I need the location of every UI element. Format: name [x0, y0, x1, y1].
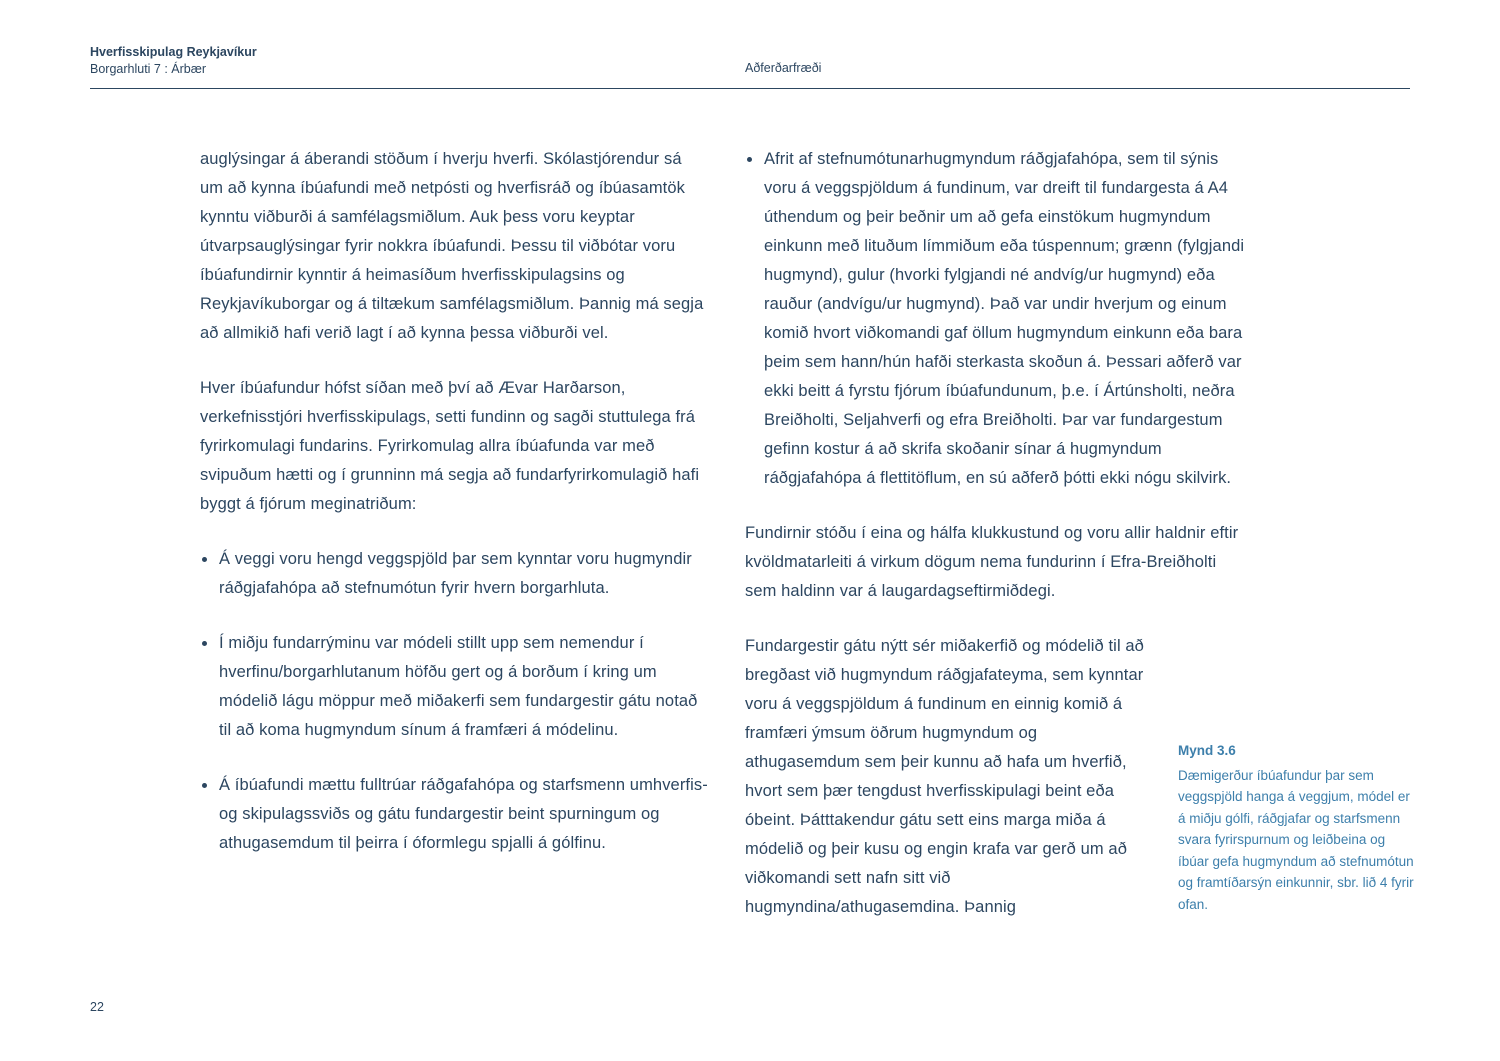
list-item	[200, 771, 708, 858]
chapter-label: Aðferðarfræði	[745, 61, 822, 75]
list-item	[745, 145, 1250, 493]
list-item-text: Afrit af stefnumótunarhugmyndum ráðgjafahópa, sem til sýnis voru á veggspjöldum á fundinum, var dreift til fundargesta á A4 úthendum og þeir beðnir um að gefa einstökum hugmyndum einkunn með lituðum límmiðum eða túspennum; grænn (fylgjandi hugmynd), gulur (hvorki fylgjandi né andvíg/ur hugmynd) eða rauður (andvígu/ur hugmynd). Það var undir hverjum og einum komið hvort viðkomandi gaf öllum hugmyndum einkunn eða bara þeim sem hann/hún hafði sterkasta skoðun á. Þessari aðferð var ekki beitt á fyrstu fjórum íbúafundunum, þ.e. í Ártúnsholti, neðra Breiðholti, Seljahverfi og efra Breiðholti. Þar var fundargestum gefinn kostur á að skrifa skoðanir sínar á hugmyndum ráðgjafahópa á flettitöflum, en sú aðferð þótti ekki nógu skilvirk.	[764, 150, 1245, 487]
header-rule	[90, 88, 1410, 89]
list-item	[200, 629, 708, 745]
left-column	[200, 145, 708, 884]
figure-caption-text: Dæmigerður íbúafundur þar sem veggspjöld hanga á veggjum, módel er á miðju gólfi, ráðgjafar og starfsmenn svara fyrirspurnum og leiðbeina og íbúar gefa hugmyndum að stefnumótun og framtíðarsýn einkunnir, sbr. lið 4 fyrir ofan.	[1178, 767, 1414, 912]
bullet-icon	[202, 557, 207, 562]
paragraph: Hver íbúafundur hófst síðan með því að Ævar Harðarson, verkefnisstjóri hverfisskipulags, setti fundinn og sagði stuttulega frá fyrirkomulagi fundarins. Fyrirkomulag allra íbúafunda var með svipuðum hætti og í grunninn má segja að fundarfyrirkomulagið hafi byggt á fjórum meginatriðum:	[200, 379, 700, 513]
right-column	[745, 145, 1250, 948]
figure-caption-label: Mynd 3.6	[1178, 743, 1236, 758]
header	[90, 44, 257, 78]
paragraph: auglýsingar á áberandi stöðum í hverju hverfi. Skólastjórendur sá um að kynna íbúafundi með netpósti og hverfisráð og íbúasamtök kynntu viðburði á samfélagsmiðlum. Auk þess voru keyptar útvarpsauglýsingar fyrir nokkra íbúafundi. Þessu til viðbótar voru íbúafundirnir kynntir á heimasíðum hverfisskipulagsins og Reykjavíkuborgar og á tiltækum samfélagsmiðlum. Þannig má segja að allmikið hafi verið lagt í að kynna þessa viðburði vel.	[200, 150, 704, 342]
bullet-icon	[202, 783, 207, 788]
document-subtitle: Borgarhluti 7 : Árbær	[90, 62, 207, 76]
bullet-icon	[202, 641, 207, 646]
list-item-text: Í miðju fundarrýminu var módeli stillt upp sem nemendur í hverfinu/borgarhlutanum höfðu gert og á borðum í kring um módelið lágu möppur með miðakerfi sem fundargestir gátu notað til að koma hugmyndum sínum á framfæri á módelinu.	[219, 634, 698, 739]
list-item-text: Á íbúafundi mættu fulltrúar ráðgafahópa og starfsmenn umhverfis- og skipulagssviðs og gátu fundargestir beint spurningum og athugasemdum til þeirra í óformlegu spjalli á gólfinu.	[219, 776, 708, 852]
document-title: Hverfisskipulag Reykjavíkur	[90, 45, 257, 59]
list-item-text: Á veggi voru hengd veggspjöld þar sem kynntar voru hugmyndir ráðgjafahópa að stefnumótun fyrir hvern borgarhluta.	[219, 550, 692, 597]
paragraph: Fundargestir gátu nýtt sér miðakerfið og módelið til að bregðast við hugmyndum ráðgjafateyma, sem kynntar voru á veggspjöldum á fundinum en einnig komið á framfæri ýmsum öðrum hugmyndum og athugasemdum sem þeir kunnu að hafa um hverfið, hvort sem þær tengdust hverfisskipulagi beint eða óbeint. Þátttakendur gátu sett eins marga miða á módelið og þeir kusu og engin krafa var gerð um að viðkomandi sett nafn sitt við hugmyndina/athugasemdina. Þannig	[745, 637, 1144, 916]
bullet-icon	[747, 157, 752, 162]
paragraph: Fundirnir stóðu í eina og hálfa klukkustund og voru allir haldnir eftir kvöldmatarleiti á virkum dögum nema fundurinn í Efra-Breiðholti sem haldinn var á laugardagseftirmiðdegi.	[745, 524, 1239, 600]
page-number: 22	[90, 1000, 104, 1014]
figure-caption	[1178, 740, 1418, 915]
list-item	[200, 545, 708, 603]
